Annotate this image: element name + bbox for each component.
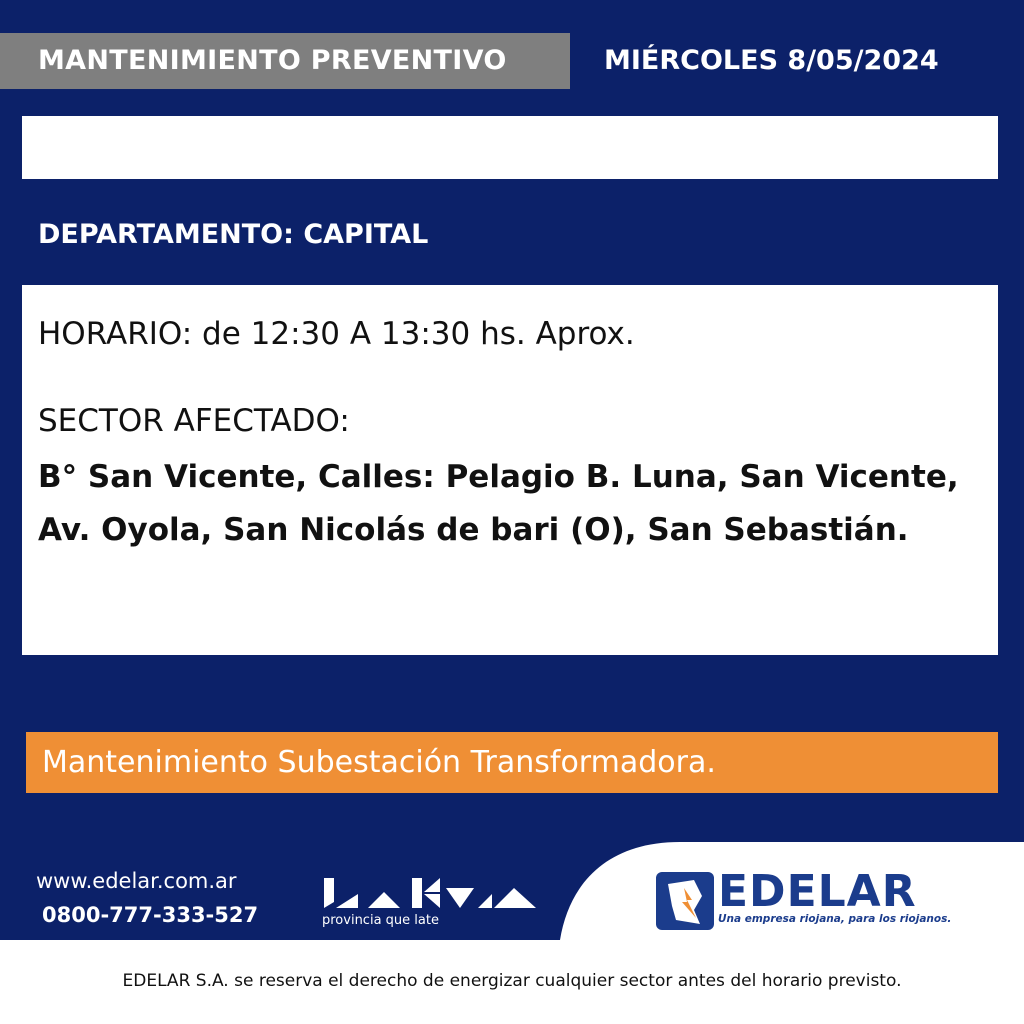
header-tag-text: MANTENIMIENTO PREVENTIVO [38, 45, 507, 76]
sector-description: B° San Vicente, Calles: Pelagio B. Luna, San Vicente, Av. Oyola, San Nicolás de bari (O), San Sebastián. [38, 459, 959, 548]
header-tag [0, 33, 570, 89]
info-box [22, 285, 998, 655]
phone-number: 0800-777-333-527 [42, 903, 259, 927]
schedule-text: HORARIO: de 12:30 A 13:30 hs. Aprox. [38, 316, 635, 352]
company-name: EDELAR [718, 866, 917, 917]
website-link[interactable]: www.edelar.com.ar [36, 869, 237, 893]
company-tagline: Una empresa riojana, para los riojanos. [718, 913, 952, 925]
reason-bar [26, 732, 998, 793]
sector-title: SECTOR AFECTADO: [38, 403, 350, 439]
blank-bar [22, 116, 998, 179]
reason-text: Mantenimiento Subestación Transformadora. [42, 745, 716, 780]
header-date: MIÉRCOLES 8/05/2024 [604, 45, 939, 76]
disclaimer-text: EDELAR S.A. se reserva el derecho de energizar cualquier sector antes del horario previsto. [122, 971, 902, 991]
province-caption: provincia que late [322, 913, 439, 928]
department-label: DEPARTAMENTO: CAPITAL [38, 219, 429, 250]
